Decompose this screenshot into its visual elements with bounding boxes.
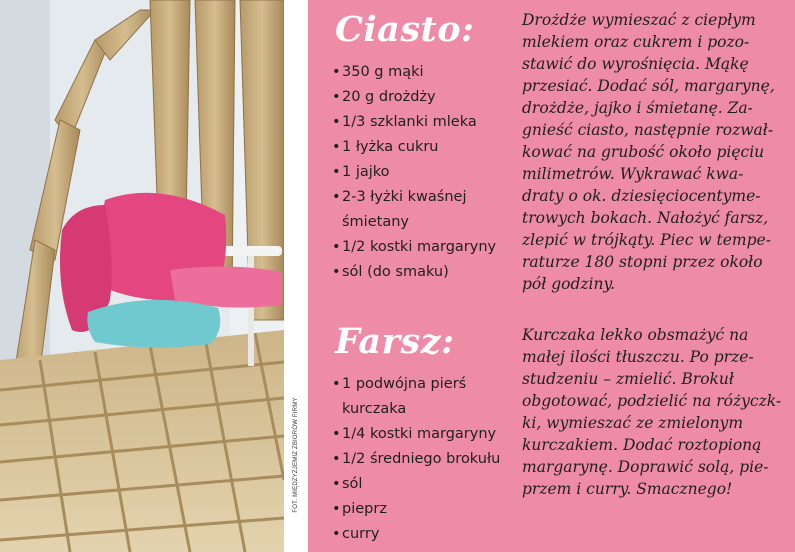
photo-credit-strip (284, 0, 308, 552)
ingredients-farsz (332, 372, 520, 547)
heading-ciasto: Ciasto: (335, 9, 475, 50)
ingredient-item: • pieprz (332, 497, 520, 522)
photo-credit: FOT. MIĘDZYZJEMIZ ZBIORÓW FIRMY (293, 397, 299, 513)
ingredient-item: • 20 g drożdży (332, 85, 520, 110)
ingredient-item: • 1/2 średniego brokułu (332, 447, 520, 472)
heading-farsz: Farsz: (335, 321, 455, 362)
recipe-panel (308, 0, 795, 552)
bench-photo-image (0, 0, 284, 552)
ingredient-item: • 350 g mąki (332, 60, 520, 85)
ingredient-item: • 1 łyżka cukru (332, 135, 520, 160)
ingredient-item: • 1/3 szklanki mleka (332, 110, 520, 135)
method-ciasto: Drożdże wymieszać z ciepłym mlekiem oraz cukrem i pozo- stawić do wyrośnięcia. Mąkę przesiać. Dodać sól, margarynę, drożdże, jajko i śmietanę. Za- gnieść ciasto, następnie rozwał- kować na grubość około pięciu milimetrów. Wykrawać kwa- draty o ok. dziesięciocentyme- trowych bokach. Nałożyć farsz, zlepić w trójkąty. Piec w tempe- raturze 180 stopni przez około pół godziny. (522, 11, 775, 293)
bench-photo (0, 0, 284, 552)
ingredients-ciasto (332, 60, 520, 285)
ingredient-item: • 1 jajko (332, 160, 520, 185)
ingredient-item: • sól (332, 472, 520, 497)
ingredient-item: • curry (332, 522, 520, 547)
ingredient-item: • 1/2 kostki margaryny (332, 235, 520, 260)
ingredient-item: • 2-3 łyżki kwaśnej śmietany (332, 185, 520, 235)
method-farsz: Kurczaka lekko obsmażyć na małej ilości tłuszczu. Po prze- studzeniu – zmielić. Brokuł obgotować, podzielić na różyczk- ki, wymieszać ze zmielonym kurczakiem. Dodać roztopioną margarynę. Doprawić solą, pie- przem i curry. Smacznego! (522, 326, 782, 498)
ingredient-item: • 1/4 kostki margaryny (332, 422, 520, 447)
ingredient-item: • 1 podwójna pierś kurczaka (332, 372, 520, 422)
ingredient-item: • sól (do smaku) (332, 260, 520, 285)
